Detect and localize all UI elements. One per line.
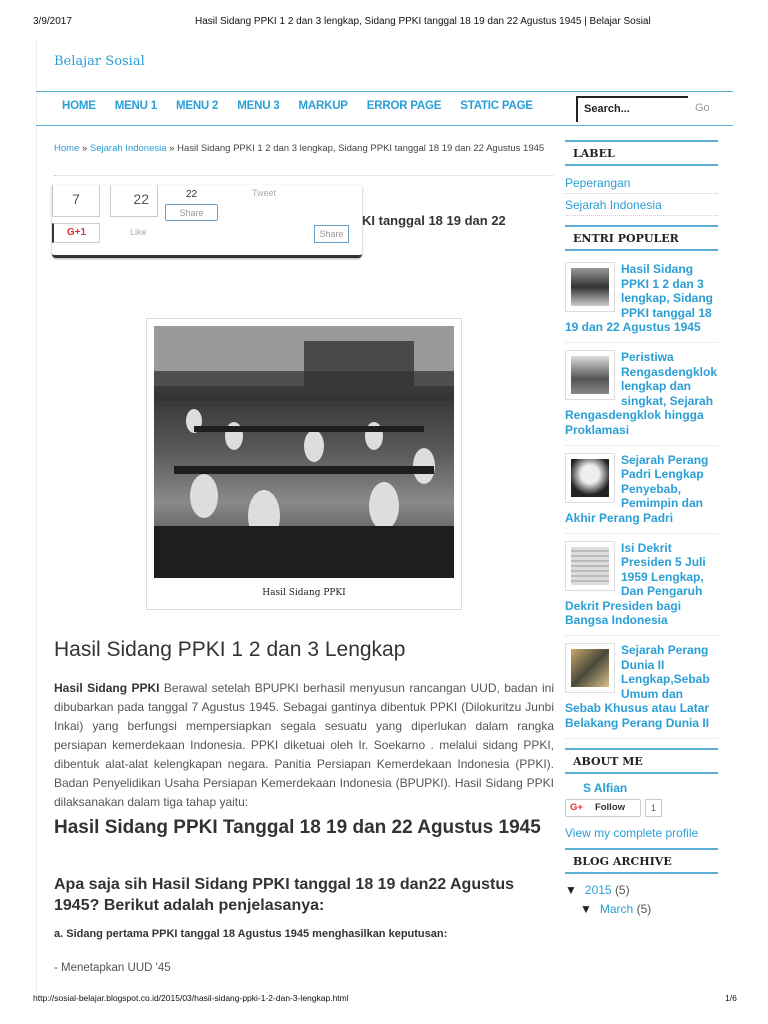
popular-post-title[interactable]: Isi Dekrit Presiden 5 Juli 1959 Lengkap, Dan Pengaruh Dekrit Presiden bagi Bangsa Indonesia bbox=[565, 540, 706, 628]
nav-menu1[interactable]: MENU 1 bbox=[114, 100, 157, 112]
popular-post[interactable] bbox=[565, 343, 718, 446]
print-date: 3/9/2017 bbox=[33, 16, 72, 27]
breadcrumb-home[interactable]: Home bbox=[54, 143, 80, 154]
popular-post-title[interactable]: Peristiwa Rengasdengklok lengkap dan singkat, Sejarah Rengasdengklok hingga Proklamasi bbox=[565, 349, 718, 437]
breadcrumb bbox=[54, 141, 554, 156]
popular-post[interactable] bbox=[565, 446, 718, 534]
tweet-button[interactable]: Tweet bbox=[252, 188, 277, 198]
section-heading: Hasil Sidang PPKI Tanggal 18 19 dan 22 Agustus 1945 bbox=[54, 817, 541, 838]
post-thumbnail bbox=[565, 350, 615, 400]
breadcrumb-sep: » bbox=[81, 143, 88, 154]
sidebar bbox=[565, 140, 718, 916]
print-title: Hasil Sidang PPKI 1 2 dan 3 lengkap, Sidang PPKI tanggal 18 19 dan 22 Agustus 1945 | Belajar Sosial bbox=[195, 16, 651, 27]
nav-menu3[interactable]: MENU 3 bbox=[237, 100, 280, 112]
post-thumbnail bbox=[565, 541, 615, 591]
archive-month-link[interactable]: March bbox=[599, 901, 634, 916]
gplus-count: 7 bbox=[52, 185, 100, 217]
list-item: - Menetapkan UUD '45 bbox=[54, 962, 171, 974]
breadcrumb-sep: » bbox=[169, 143, 175, 154]
nav-markup[interactable]: MARKUP bbox=[298, 100, 348, 112]
archive-year-link[interactable]: 2015 bbox=[584, 882, 612, 897]
photo-illustration bbox=[154, 326, 454, 578]
image-caption: Hasil Sidang PPKI bbox=[262, 588, 346, 598]
archive-month-count: (5) bbox=[636, 901, 652, 916]
popular-post[interactable] bbox=[565, 534, 718, 637]
breadcrumb-current: Hasil Sidang PPKI 1 2 dan 3 lengkap, Sidang PPKI tanggal 18 19 dan 22 Agustus 1945 bbox=[177, 143, 545, 154]
follow-label: Follow bbox=[594, 801, 626, 813]
post-thumbnail bbox=[565, 643, 615, 693]
popular-post-title[interactable]: Hasil Sidang PPKI 1 2 dan 3 lengkap, Sidang PPKI tanggal 18 19 dan 22 Agustus 1945 bbox=[565, 262, 714, 335]
popular-post[interactable] bbox=[565, 255, 718, 343]
nav-static-page[interactable]: STATIC PAGE bbox=[460, 100, 533, 112]
archive-year bbox=[565, 883, 718, 897]
popular-post-title[interactable]: Sejarah Perang Dunia II Lengkap,Sebab Umum dan Sebab Khusus atau Latar Belakang Perang Dunia II bbox=[565, 643, 710, 731]
collapse-toggle-icon[interactable]: ▼ bbox=[565, 882, 577, 897]
share-count: 22 bbox=[186, 189, 198, 200]
nav-divider bbox=[36, 125, 733, 126]
breadcrumb-category[interactable]: Sejarah Indonesia bbox=[89, 143, 167, 154]
like-button[interactable]: Like bbox=[130, 227, 147, 237]
main-nav bbox=[62, 100, 533, 112]
about-widget-title: ABOUT ME bbox=[565, 748, 718, 774]
nav-home[interactable]: HOME bbox=[62, 100, 96, 112]
search-input[interactable]: Search... bbox=[576, 96, 688, 122]
nav-menu2[interactable]: MENU 2 bbox=[175, 100, 219, 112]
like-count: 22 bbox=[110, 185, 158, 217]
post-thumbnail bbox=[565, 262, 615, 312]
bold-line: a. Sidang pertama PPKI tanggal 18 Agustus 1945 menghasilkan keputusan: bbox=[54, 928, 448, 940]
subsection-heading: Apa saja sih Hasil Sidang PPKI tanggal 18 19 dan22 Agustus 1945? Berikut adalah penjelasanya: bbox=[54, 876, 514, 914]
label-widget-title: LABEL bbox=[565, 140, 718, 166]
author-name[interactable]: S Alfian bbox=[583, 780, 628, 795]
post-title-fragment: KI tanggal 18 19 dan 22 bbox=[362, 213, 506, 228]
label-link[interactable]: Sejarah Indonesia bbox=[565, 194, 718, 216]
post-thumbnail bbox=[565, 453, 615, 503]
popular-post[interactable] bbox=[565, 636, 718, 739]
popular-widget-title: ENTRI POPULER bbox=[565, 225, 718, 251]
page-border bbox=[36, 40, 37, 1000]
print-page-number: 1/6 bbox=[725, 993, 737, 1003]
search-go-button[interactable]: Go bbox=[695, 102, 710, 114]
nav-error-page[interactable]: ERROR PAGE bbox=[366, 100, 442, 112]
follow-button[interactable] bbox=[565, 799, 641, 817]
popular-post-title[interactable]: Sejarah Perang Padri Lengkap Penyebab, Pemimpin dan Akhir Perang Padri bbox=[565, 452, 709, 525]
label-link[interactable]: Peperangan bbox=[565, 172, 718, 194]
share-button-2[interactable]: Share bbox=[314, 225, 349, 243]
archive-year-count: (5) bbox=[614, 882, 630, 897]
view-profile-link[interactable]: View my complete profile bbox=[565, 825, 699, 840]
follower-count: 1 bbox=[645, 799, 662, 817]
print-url: http://sosial-belajar.blogspot.co.id/2015/03/hasil-sidang-ppki-1-2-dan-3-lengkap.html bbox=[33, 993, 349, 1003]
divider bbox=[54, 175, 554, 176]
ppki-meeting-photo bbox=[154, 326, 454, 578]
gplus-button[interactable]: G+1 bbox=[52, 223, 100, 243]
gplus-icon: G+ bbox=[570, 801, 583, 813]
archive-widget-title: BLOG ARCHIVE bbox=[565, 848, 718, 874]
nav-divider bbox=[36, 91, 733, 92]
share-widget bbox=[52, 185, 362, 258]
blog-brand[interactable]: Belajar Sosial bbox=[54, 54, 145, 69]
article-paragraph bbox=[54, 679, 554, 812]
article-heading: Hasil Sidang PPKI 1 2 dan 3 Lengkap bbox=[54, 638, 406, 661]
lead-text: Berawal setelah BPUPKI berhasil menyusun rancangan UUD, badan ini dibubarkan pada tanggal 7 Agustus 1945. Sebagai gantinya dibentuk PPKI (Dilokuritzu Junbi Inkai) yang berfungsi mempersiapkan segala sesuatu yang diperlukan dalam rangka persiapan kemerdekaan Indonesia. PPKI diketuai oleh Ir. Soekarno . melalui sidang PPKI, dibentuk alat-alat kelengkapan negara. Panitia Persiapan Kemerdekaan Indonesia (PPKI). Badan Penyelidikan Usaha Persiapan Kemerdekaan Indonesia (BPUPKI). Hasil Sidang PPKI dilaksanakan dalam tiga tahap yaitu: bbox=[54, 681, 554, 809]
archive-month bbox=[565, 902, 718, 916]
lead-bold: Hasil Sidang PPKI bbox=[54, 681, 160, 695]
collapse-toggle-icon[interactable]: ▼ bbox=[580, 901, 592, 916]
share-button[interactable]: Share bbox=[165, 204, 218, 221]
